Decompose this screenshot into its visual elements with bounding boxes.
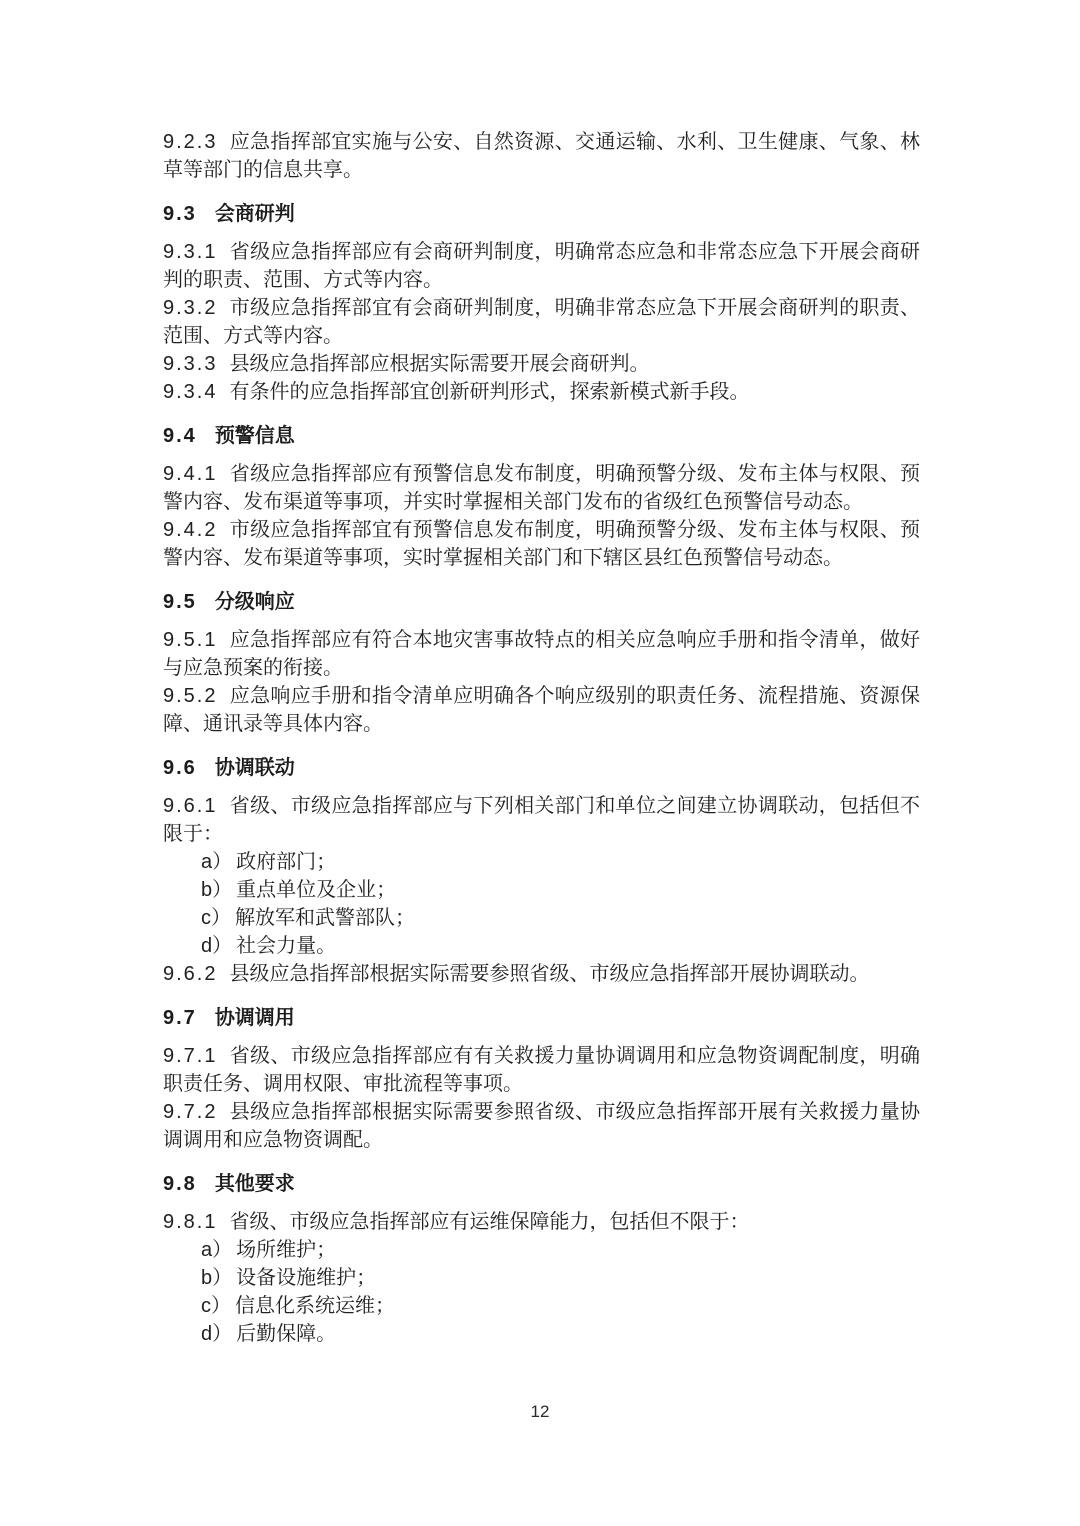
item-text: 政府部门； xyxy=(236,851,337,873)
clause-9.4.1 xyxy=(163,460,920,516)
clause-number: 9.6.1 xyxy=(163,795,218,817)
clause-text: 应急指挥部应有符合本地灾害事故特点的相关应急响应手册和指令清单，做好与应急预案的衔接。 xyxy=(163,629,920,679)
clause-9.7.1 xyxy=(163,1042,920,1098)
clause-text: 应急响应手册和指令清单应明确各个响应级别的职责任务、流程措施、资源保障、通讯录等具体内容。 xyxy=(163,685,920,735)
clause-number: 9.3.4 xyxy=(163,381,218,403)
clause-9.6.2 xyxy=(163,960,920,988)
clause-number: 9.4.1 xyxy=(163,463,218,485)
clause-9.3.3 xyxy=(163,350,920,378)
item-marker: b） xyxy=(201,879,233,901)
clause-9.4.2 xyxy=(163,516,920,572)
clause-text: 有条件的应急指挥部宜创新研判形式，探索新模式新手段。 xyxy=(229,381,750,403)
clause-9.3.4 xyxy=(163,378,920,406)
heading-title: 会商研判 xyxy=(214,203,295,225)
section-heading-9.3 xyxy=(163,200,920,228)
clause-text: 县级应急指挥部根据实际需要参照省级、市级应急指挥部开展有关救援力量协调调用和应急物资调配。 xyxy=(163,1101,920,1151)
clause-9.7.2 xyxy=(163,1098,920,1154)
heading-number: 9.4 xyxy=(163,425,197,447)
heading-title: 其他要求 xyxy=(214,1173,295,1195)
item-marker: d） xyxy=(201,935,233,957)
clause-number: 9.8.1 xyxy=(163,1211,218,1233)
item-text: 后勤保障。 xyxy=(236,1323,337,1345)
list-item-d xyxy=(163,932,920,960)
section-heading-9.7 xyxy=(163,1004,920,1032)
clause-text: 应急指挥部宜实施与公安、自然资源、交通运输、水利、卫生健康、气象、林草等部门的信息共享。 xyxy=(163,131,920,181)
item-text: 设备设施维护； xyxy=(236,1267,377,1289)
clause-number: 9.3.1 xyxy=(163,241,218,263)
list-item-b xyxy=(163,1264,920,1292)
section-heading-9.8 xyxy=(163,1170,920,1198)
clause-9.5.1 xyxy=(163,626,920,682)
clause-text: 省级应急指挥部应有预警信息发布制度，明确预警分级、发布主体与权限、预警内容、发布渠道等事项，并实时掌握相关部门发布的省级红色预警信号动态。 xyxy=(163,463,920,513)
item-text: 社会力量。 xyxy=(236,935,337,957)
clause-text: 省级、市级应急指挥部应有运维保障能力，包括但不限于： xyxy=(229,1211,750,1233)
item-text: 信息化系统运维； xyxy=(235,1295,395,1317)
item-marker: d） xyxy=(201,1323,233,1345)
list-item-b xyxy=(163,876,920,904)
heading-number: 9.7 xyxy=(163,1007,197,1029)
heading-number: 9.6 xyxy=(163,757,197,779)
heading-number: 9.5 xyxy=(163,591,197,613)
item-text: 场所维护； xyxy=(236,1239,337,1261)
clause-number: 9.5.2 xyxy=(163,685,218,707)
item-marker: a） xyxy=(201,851,233,873)
clause-number: 9.3.3 xyxy=(163,353,218,375)
heading-title: 协调调用 xyxy=(214,1007,295,1029)
item-marker: c） xyxy=(201,907,231,929)
clause-number: 9.6.2 xyxy=(163,963,218,985)
clause-text: 县级应急指挥部应根据实际需要开展会商研判。 xyxy=(229,353,650,375)
heading-title: 预警信息 xyxy=(214,425,295,447)
clause-number: 9.4.2 xyxy=(163,519,218,541)
clause-9.3.2 xyxy=(163,294,920,350)
heading-title: 协调联动 xyxy=(214,757,295,779)
clause-number: 9.5.1 xyxy=(163,629,218,651)
clause-9.5.2 xyxy=(163,682,920,738)
page-number: 12 xyxy=(530,1402,550,1421)
clause-9.8.1 xyxy=(163,1208,920,1236)
heading-number: 9.3 xyxy=(163,203,197,225)
clause-number: 9.3.2 xyxy=(163,297,218,319)
list-item-d xyxy=(163,1320,920,1348)
clause-text: 县级应急指挥部根据实际需要参照省级、市级应急指挥部开展协调联动。 xyxy=(229,963,870,985)
clause-9.2.3 xyxy=(163,128,920,184)
clause-number: 9.7.1 xyxy=(163,1045,218,1067)
heading-number: 9.8 xyxy=(163,1173,197,1195)
clause-text: 市级应急指挥部宜有预警信息发布制度，明确预警分级、发布主体与权限、预警内容、发布渠道等事项，实时掌握相关部门和下辖区县红色预警信号动态。 xyxy=(163,519,920,569)
clause-text: 省级、市级应急指挥部应与下列相关部门和单位之间建立协调联动，包括但不限于： xyxy=(163,795,920,845)
item-marker: c） xyxy=(201,1295,231,1317)
list-item-c xyxy=(163,904,920,932)
clause-text: 省级、市级应急指挥部应有有关救援力量协调调用和应急物资调配制度，明确职责任务、调用权限、审批流程等事项。 xyxy=(163,1045,920,1095)
item-marker: a） xyxy=(201,1239,233,1261)
section-heading-9.4 xyxy=(163,422,920,450)
heading-title: 分级响应 xyxy=(214,591,295,613)
section-heading-9.6 xyxy=(163,754,920,782)
section-heading-9.5 xyxy=(163,588,920,616)
clause-number: 9.2.3 xyxy=(163,131,218,153)
clause-9.3.1 xyxy=(163,238,920,294)
item-text: 重点单位及企业； xyxy=(236,879,397,901)
clause-9.6.1 xyxy=(163,792,920,848)
list-item-a xyxy=(163,848,920,876)
list-item-a xyxy=(163,1236,920,1264)
clause-text: 省级应急指挥部应有会商研判制度，明确常态应急和非常态应急下开展会商研判的职责、范围、方式等内容。 xyxy=(163,241,920,291)
document-body xyxy=(163,128,920,1348)
clause-text: 市级应急指挥部宜有会商研判制度，明确非常态应急下开展会商研判的职责、范围、方式等内容。 xyxy=(163,297,920,347)
list-item-c xyxy=(163,1292,920,1320)
item-marker: b） xyxy=(201,1267,233,1289)
item-text: 解放军和武警部队； xyxy=(235,907,415,929)
clause-number: 9.7.2 xyxy=(163,1101,218,1123)
